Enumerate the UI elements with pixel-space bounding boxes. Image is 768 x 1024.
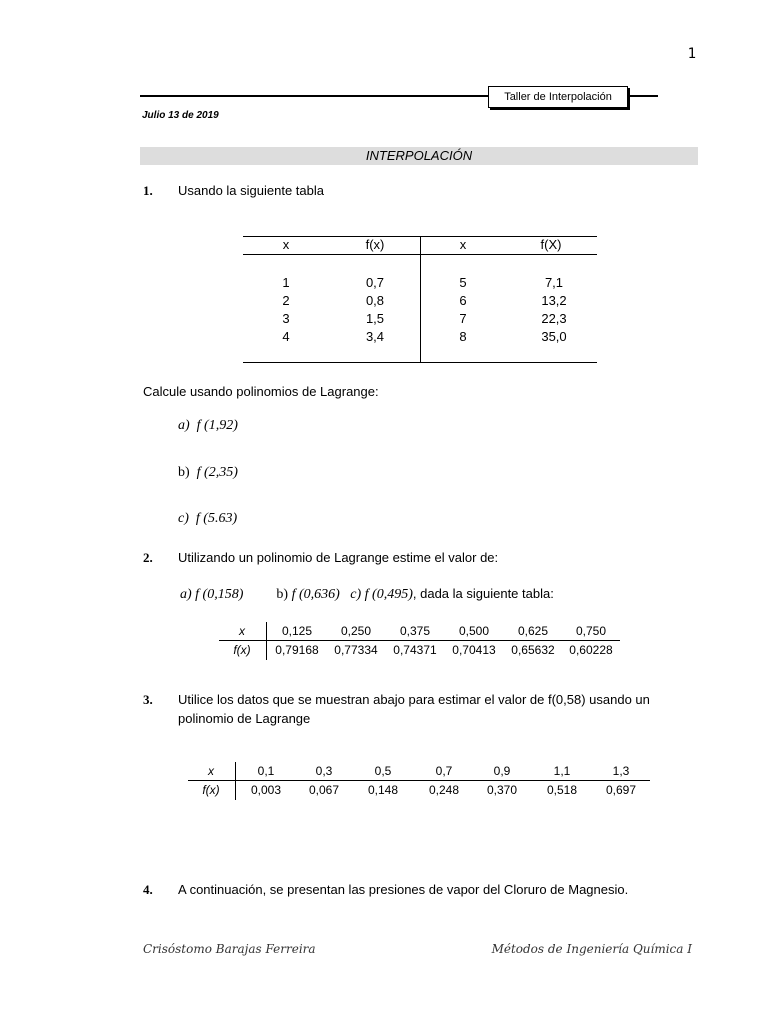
table-cell: 1 (282, 275, 290, 290)
table2-x-cell: 0,375 (399, 624, 431, 638)
table1-header-x: x (282, 237, 290, 252)
table-cell: 2 (282, 293, 290, 308)
table3-x-cell: 0,1 (257, 764, 275, 778)
header-title-box: Taller de Interpolación (488, 86, 628, 108)
table2-fx-cell: 0,79168 (275, 643, 319, 657)
q2-number: 2. (143, 550, 153, 565)
table2-fx-cell: 0,74371 (393, 643, 437, 657)
q1-item-b (178, 465, 238, 481)
footer-author: Crisóstomo Barajas Ferreira (143, 942, 316, 956)
table2-x-cell: 0,750 (575, 624, 607, 638)
table1-col-fx2 (524, 274, 584, 346)
q1-item-c (178, 511, 237, 527)
item-expression: f (2,35) (196, 465, 238, 480)
table2-x-cell: 0,250 (340, 624, 372, 638)
table-cell: 22,3 (541, 311, 567, 326)
table-cell: 4 (282, 329, 290, 344)
table2-fx-cell: 0,77334 (334, 643, 378, 657)
table3-x-cell: 1,3 (612, 764, 630, 778)
table2-mid-rule (219, 640, 620, 641)
table3-fx-cell: 0,148 (367, 783, 399, 797)
item-expression: f (1,92) (196, 418, 238, 433)
table3-fx-cell: 0,003 (250, 783, 282, 797)
table-cell: 3 (282, 311, 290, 326)
table2-fx-label: f(x) (233, 643, 251, 657)
table-cell: 0,8 (365, 293, 385, 308)
table3-mid-rule (188, 780, 650, 781)
table2-fx-cell: 0,65632 (511, 643, 555, 657)
table3-fx-cell: 0,518 (546, 783, 578, 797)
q1-number: 1. (143, 183, 153, 198)
table2-x-cell: 0,500 (458, 624, 490, 638)
table2-x-label: x (239, 624, 245, 638)
table2-x-cell: 0,625 (517, 624, 549, 638)
table-cell: 1,5 (365, 311, 385, 326)
table-cell: 0,7 (365, 275, 385, 290)
table-cell: 13,2 (541, 293, 567, 308)
table3-x-cell: 0,7 (435, 764, 453, 778)
q3-text-line1: Utilice los datos que se muestran abajo para estimar el valor de f(0,58) usando un (178, 692, 650, 707)
table-cell: 7,1 (544, 275, 564, 290)
table2-x-cell: 0,125 (281, 624, 313, 638)
footer-course: Métodos de Ingeniería Química I (491, 942, 692, 956)
item-label: c) (178, 511, 189, 526)
table3-fx-cell: 0,067 (308, 783, 340, 797)
q3-number: 3. (143, 692, 153, 707)
table1-header-fx: f(x) (365, 237, 385, 252)
table1-bottom-rule (243, 362, 597, 363)
table3-x-cell: 0,5 (374, 764, 392, 778)
item-expression: f (0,495) (364, 587, 413, 602)
page-number: 1 (687, 46, 696, 62)
table1-header-x2: x (459, 237, 467, 252)
table3-fx-cell: 0,248 (428, 783, 460, 797)
table1-divider (420, 236, 421, 362)
q4-number: 4. (143, 882, 153, 897)
table1-col-x2 (433, 274, 493, 346)
item-label: a) (178, 418, 190, 433)
q1-item-a (178, 418, 238, 434)
table-cell: 7 (459, 311, 467, 326)
table2-fx-cell: 0,70413 (452, 643, 496, 657)
item-expression: f (0,636) (291, 587, 340, 602)
q2-text: Utilizando un polinomio de Lagrange estime el valor de: (178, 550, 499, 565)
q2-suffix: , dada la siguiente tabla: (412, 586, 554, 601)
table2-fx-cell: 0,60228 (569, 643, 613, 657)
table-cell: 3,4 (365, 329, 385, 344)
table1-col-fx1 (345, 274, 405, 346)
item-expression: f (0,158) (195, 587, 244, 602)
table3-x-cell: 0,3 (315, 764, 333, 778)
table1-col-x1 (256, 274, 316, 346)
table3-fx-cell: 0,370 (486, 783, 518, 797)
item-label: b) (178, 465, 190, 480)
table3-fx-cell: 0,697 (605, 783, 637, 797)
table-cell: 6 (459, 293, 467, 308)
item-label: a) (180, 587, 192, 602)
table-cell: 35,0 (541, 329, 567, 344)
table3-x-cell: 1,1 (553, 764, 571, 778)
item-expression: f (5.63) (195, 511, 238, 526)
q4-text: A continuación, se presentan las presiones de vapor del Cloruro de Magnesio. (178, 882, 629, 897)
item-label: c) (350, 587, 362, 602)
document-title: INTERPOLACIÓN (140, 147, 698, 165)
table-cell: 5 (459, 275, 467, 290)
table3-fx-label: f(x) (202, 783, 220, 797)
table1-header-fx2: f(X) (540, 237, 562, 252)
table-cell: 8 (459, 329, 467, 344)
table3-x-cell: 0,9 (493, 764, 511, 778)
q1-instruction: Calcule usando polinomios de Lagrange: (143, 384, 379, 399)
table3-x-label: x (208, 764, 214, 778)
item-label: b) (276, 587, 289, 602)
q1-text: Usando la siguiente tabla (178, 183, 324, 198)
header-date: Julio 13 de 2019 (142, 110, 219, 121)
q2-items (180, 586, 554, 603)
q3-text-line2: polinomio de Lagrange (178, 711, 311, 726)
